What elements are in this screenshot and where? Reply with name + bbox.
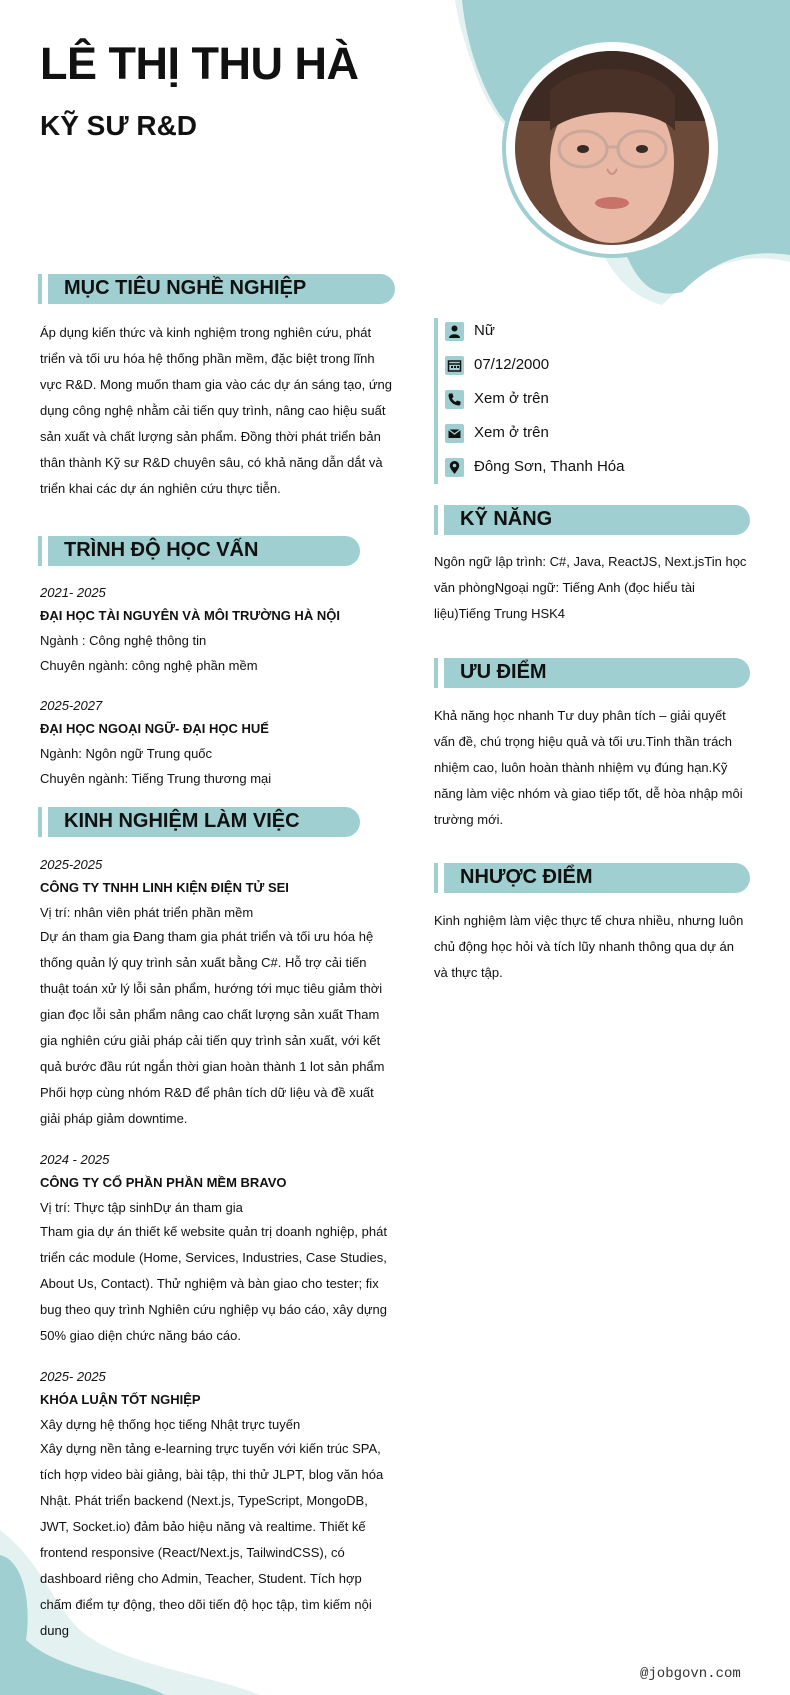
text-line: liệu)Tiếng Trung HSK4: [434, 606, 566, 621]
weaknesses-heading: [444, 863, 750, 893]
education-school: ĐẠI HỌC NGOẠI NGỮ- ĐẠI HỌC HUẾ: [40, 721, 269, 736]
strengths-heading: [444, 658, 750, 688]
text-line: dashboard riêng cho Admin, Teacher, Student. Tích hợp: [40, 1571, 362, 1586]
text-line: Dự án tham gia Đang tham gia phát triển và tối ưu hóa hệ: [40, 929, 374, 944]
strengths-text: [434, 703, 764, 833]
experience-period: 2025-2025: [40, 857, 103, 872]
text-line: tích hợp video bài giảng, bài tập, thi thử JLPT, blog văn hóa: [40, 1467, 384, 1482]
text-line: thuật toán xử lý lỗi sản phẩm, hướng tới mục tiêu giảm thời: [40, 981, 383, 996]
education-major: Ngành: Ngôn ngữ Trung quốc: [40, 746, 213, 761]
footer-watermark: @jobgovn.com: [640, 1666, 741, 1682]
text-line: thống quản lý quy trình sản xuất bằng C#. Hỗ trợ cải tiến: [40, 955, 367, 970]
text-line: chấm điểm tự động, theo dõi tiến độ học tập, tìm kiếm nội: [40, 1597, 372, 1612]
text-line: Phối hợp cùng nhóm R&D để phân tích dữ liệu và đề xuất: [40, 1085, 374, 1100]
text-line: Áp dụng kiến thức và kinh nghiệm trong nghiên cứu, phát: [40, 325, 372, 340]
text-line: Khả năng học nhanh Tư duy phân tích – giải quyết: [434, 708, 726, 723]
weaknesses-title: NHƯỢC ĐIỂM: [460, 866, 593, 888]
text-line: trường mới.: [434, 812, 504, 827]
profile-photo: [515, 51, 709, 245]
text-line: dung: [40, 1623, 69, 1638]
experience-role: Vị trí: Thực tập sinhDự án tham gia: [40, 1200, 243, 1215]
experience-company: KHÓA LUẬN TỐT NGHIỆP: [40, 1392, 201, 1407]
education-specialty: Chuyên ngành: Tiếng Trung thương mại: [40, 771, 272, 786]
education-heading: [48, 536, 360, 566]
text-line: Xây dựng nền tảng e-learning trực tuyến với kiến trúc SPA,: [40, 1441, 381, 1456]
text-line: triển khai các dự án nghiên cứu thực tiễn.: [40, 481, 281, 496]
text-line: quả bước đầu rút ngắn thời gian hoàn thành 1 lot sản phẩm: [40, 1059, 385, 1074]
text-line: triển các module (Home, Services, Industries, Case Studies,: [40, 1250, 387, 1265]
person-icon: [445, 322, 464, 341]
text-line: dụng công nghệ nhằm cải tiến quy trình, nâng cao hiệu suất: [40, 403, 386, 418]
education-period: 2021- 2025: [40, 585, 106, 600]
text-line: triển và tối ưu hóa hệ thống phần mềm, đặc biệt trong lĩnh: [40, 351, 375, 366]
text-line: vấn đề, chú trọng hiệu quả và tối ưu.Tinh thần trách: [434, 734, 733, 749]
calendar-icon: [445, 356, 464, 375]
education-specialty: Chuyên ngành: công nghệ phần mềm: [40, 658, 258, 673]
text-line: About Us, Contact). Thử nghiệm và bàn giao cho tester; fix: [40, 1276, 379, 1291]
experience-heading: [48, 807, 360, 837]
objective-text: [40, 320, 400, 502]
profile-photo-frame: [502, 38, 722, 258]
experience-description: [40, 924, 395, 1132]
experience-role: Vị trí: nhân viên phát triển phần mềm: [40, 905, 254, 920]
experience-title: KINH NGHIỆM LÀM VIỆC: [64, 810, 300, 832]
weaknesses-text: [434, 908, 764, 986]
objective-title: MỤC TIÊU NGHỀ NGHIỆP: [64, 277, 307, 299]
text-line: văn phòngNgoại ngữ: Tiếng Anh (đọc hiểu tài: [434, 580, 695, 595]
contact-text: Xem ở trên: [474, 424, 549, 441]
experience-company: CÔNG TY CỔ PHẦN PHẦN MỀM BRAVO: [40, 1175, 287, 1190]
experience-role: Xây dựng hệ thống học tiếng Nhật trực tuyến: [40, 1417, 301, 1432]
text-line: Tham gia dự án thiết kế website quản trị doanh nghiệp, phát: [40, 1224, 387, 1239]
text-line: gian đọc lỗi sản phẩm nâng cao chất lượng sản xuất Tham: [40, 1007, 380, 1022]
text-line: JWT, Socket.io) đảm bảo hiệu năng và realtime. Thiết kế: [40, 1519, 366, 1534]
experience-description: [40, 1219, 395, 1349]
skills-text: [434, 549, 764, 627]
text-line: bug theo quy trình Nghiên cứu nghiệp vụ báo cáo, xây dựng: [40, 1302, 387, 1317]
education-period: 2025-2027: [40, 698, 103, 713]
text-line: chủ động học hỏi và tích lũy nhanh thông qua dự án: [434, 939, 734, 954]
contact-text: Đông Sơn, Thanh Hóa: [474, 458, 625, 475]
text-line: giải pháp giảm downtime.: [40, 1111, 188, 1126]
objective-heading: [48, 274, 395, 304]
experience-company: CÔNG TY TNHH LINH KIỆN ĐIỆN TỬ SEI: [40, 880, 289, 895]
text-line: Nhật. Phát triển backend (Next.js, TypeScript, MongoDB,: [40, 1493, 368, 1508]
education-title: TRÌNH ĐỘ HỌC VẤN: [64, 539, 259, 561]
contact-text: 07/12/2000: [474, 356, 550, 373]
text-line: gia nghiên cứu giải pháp cải tiến quy trình sản xuất, với kết: [40, 1033, 381, 1048]
job-title: KỸ SƯ R&D: [40, 110, 198, 141]
text-line: nhiệm cao, luôn hoàn thành nhiệm vụ đúng hạn.Kỹ: [434, 760, 728, 775]
experience-period: 2024 - 2025: [40, 1152, 110, 1167]
contact-text: Xem ở trên: [474, 390, 549, 407]
text-line: 50% giao diện chức năng báo cáo.: [40, 1328, 241, 1343]
skills-title: KỸ NĂNG: [460, 508, 553, 530]
mail-icon: [445, 424, 464, 443]
education-school: ĐẠI HỌC TÀI NGUYÊN VÀ MÔI TRƯỜNG HÀ NỘI: [40, 608, 340, 623]
text-line: frontend responsive (React/Next.js, TailwindCSS), có: [40, 1545, 345, 1560]
location-pin-icon: [445, 458, 464, 477]
text-line: sản xuất và chất lượng sản phẩm. Đồng thời phát triển bản: [40, 429, 381, 444]
strengths-title: ƯU ĐIỂM: [460, 661, 547, 683]
experience-period: 2025- 2025: [40, 1369, 106, 1384]
text-line: thân thành Kỹ sư R&D chuyên sâu, có khả năng dẫn dắt và: [40, 455, 383, 470]
text-line: và thực tập.: [434, 965, 503, 980]
experience-description: [40, 1436, 395, 1644]
phone-icon: [445, 390, 464, 409]
text-line: Ngôn ngữ lập trình: C#, Java, ReactJS, Next.jsTin học: [434, 554, 747, 569]
contact-accent-bar: [434, 318, 438, 484]
text-line: năng làm việc nhóm và giao tiếp tốt, dễ hòa nhập môi: [434, 786, 743, 801]
education-major: Ngành : Công nghệ thông tin: [40, 633, 207, 648]
text-line: Kinh nghiệm làm việc thực tế chưa nhiều, nhưng luôn: [434, 913, 744, 928]
text-line: vực R&D. Mong muốn tham gia vào các dự án sáng tạo, ứng: [40, 377, 393, 392]
skills-heading: [444, 505, 750, 535]
contact-text: Nữ: [474, 322, 495, 339]
candidate-name: LÊ THỊ THU HÀ: [40, 38, 359, 89]
